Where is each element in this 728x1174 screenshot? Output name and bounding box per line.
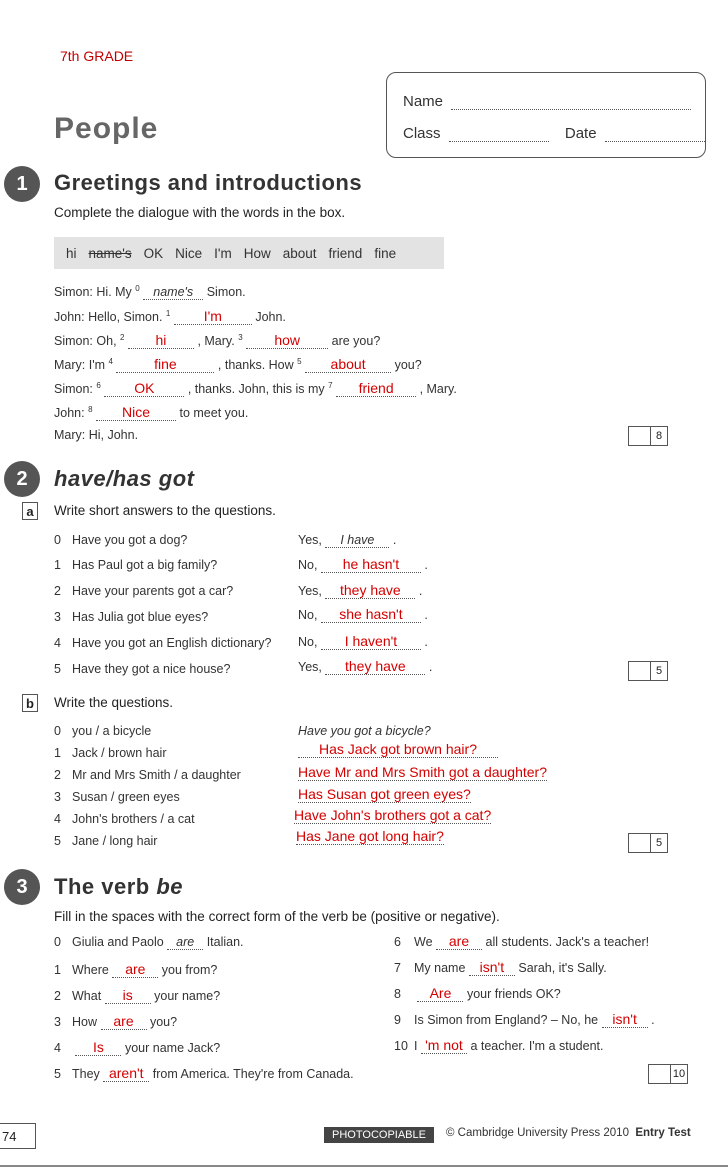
- prompt-row: 0 you / a bicycle: [54, 724, 152, 738]
- dialogue-line: Mary: Hi, John.: [54, 428, 139, 442]
- answer-blank[interactable]: they have: [325, 582, 415, 599]
- answer-line[interactable]: Have Mr and Mrs Smith got a daughter?: [298, 764, 548, 780]
- answer-blank[interactable]: name's: [143, 285, 203, 300]
- be-item: 3 How are you?: [54, 1013, 178, 1029]
- answer-blank[interactable]: isn't: [602, 1011, 648, 1028]
- score-box: 8: [628, 426, 668, 446]
- be-item: 6 We are all students. Jack's a teacher!: [394, 933, 650, 949]
- answer-blank[interactable]: I haven't: [321, 633, 421, 650]
- answer-blank[interactable]: he hasn't: [321, 556, 421, 573]
- answer-blank[interactable]: are: [101, 1013, 147, 1030]
- word-box: [54, 237, 444, 269]
- answer-row: No, I haven't .: [298, 633, 428, 649]
- prompt-row: 1 Jack / brown hair: [54, 746, 167, 760]
- section-number-badge: 2: [4, 461, 40, 497]
- word-chip: friend: [328, 245, 363, 261]
- word-chip: hi: [66, 245, 77, 261]
- prompt-row: 4 John's brothers / a cat: [54, 812, 195, 826]
- word-chip: OK: [143, 245, 164, 261]
- answer-blank[interactable]: friend: [336, 380, 416, 397]
- be-item: 7 My name isn't Sarah, it's Sally.: [394, 959, 607, 975]
- answer-blank[interactable]: isn't: [469, 959, 515, 976]
- be-item: 8 Are your friends OK?: [394, 985, 561, 1001]
- word-chip: about: [282, 245, 317, 261]
- be-item: 5 They aren't from America. They're from Canada.: [54, 1065, 354, 1081]
- footer-divider: [0, 1165, 728, 1167]
- page-number: 74: [0, 1123, 36, 1149]
- instruction: Write short answers to the questions.: [54, 503, 276, 518]
- grade-label: 7th GRADE: [60, 48, 134, 64]
- date-field[interactable]: [605, 140, 705, 142]
- prompt-row: 5 Jane / long hair: [54, 834, 158, 848]
- answer-line[interactable]: Has Susan got green eyes?: [298, 786, 471, 802]
- word-chip: fine: [374, 245, 397, 261]
- question-row: 1 Has Paul got a big family?: [54, 558, 218, 572]
- question-row: 3 Has Julia got blue eyes?: [54, 610, 209, 624]
- name-field[interactable]: [451, 108, 691, 110]
- answer-blank[interactable]: about: [305, 356, 391, 373]
- section-title: Greetings and introductions: [54, 170, 363, 195]
- answer-blank[interactable]: Are: [417, 985, 463, 1002]
- word-chip-used: name's: [88, 245, 132, 261]
- word-chip: I'm: [214, 245, 232, 261]
- prompt-row: 3 Susan / green eyes: [54, 790, 180, 804]
- answer-blank[interactable]: how: [246, 332, 328, 349]
- answer-blank[interactable]: I'm: [174, 308, 252, 325]
- instruction: Fill in the spaces with the correct form of the verb be (positive or negative).: [54, 909, 500, 924]
- part-letter: a: [22, 502, 38, 520]
- dialogue-line: Simon: Oh, $^2$ hi , Mary. $^3$ how are you?: [54, 332, 381, 348]
- question-row: 5 Have they got a nice house?: [54, 662, 231, 676]
- dialogue-line: Simon: Hi. My $^0$ name's Simon.: [54, 284, 246, 300]
- section-number-badge: 1: [4, 166, 40, 202]
- answer-example: Have you got a bicycle?: [298, 724, 431, 738]
- answer-row: Yes, I have .: [298, 533, 397, 547]
- answer-blank[interactable]: Nice: [96, 404, 176, 421]
- question-row: 4 Have you got an English dictionary?: [54, 636, 272, 650]
- be-item: 9 Is Simon from England? – No, he isn't .: [394, 1011, 655, 1027]
- answer-blank[interactable]: are: [112, 961, 158, 978]
- section-title: The verb be: [54, 874, 184, 899]
- prompt-row: 2 Mr and Mrs Smith / a daughter: [54, 768, 241, 782]
- answer-blank[interactable]: they have: [325, 658, 425, 675]
- answer-blank[interactable]: is: [105, 987, 151, 1004]
- dialogue-line: John: Hello, Simon. $^1$ I'm John.: [54, 308, 286, 324]
- dialogue-line: Simon: $^6$ OK , thanks. John, this is my $^7$ friend , Mary.: [54, 380, 457, 396]
- unit-title: People: [54, 112, 159, 145]
- answer-blank[interactable]: are: [167, 935, 203, 950]
- be-item: 2 What is your name?: [54, 987, 221, 1003]
- photocopiable-badge: PHOTOCOPIABLE: [324, 1127, 434, 1143]
- be-item: 0 Giulia and Paolo are Italian.: [54, 935, 244, 949]
- answer-line[interactable]: Has Jane got long hair?: [296, 828, 444, 844]
- section-number-badge: 3: [4, 869, 40, 905]
- question-row: 0 Have you got a dog?: [54, 533, 188, 547]
- answer-blank[interactable]: she hasn't: [321, 606, 421, 623]
- name-label: Name: [403, 93, 444, 110]
- class-label: Class: [403, 125, 441, 142]
- answer-line[interactable]: Have John's brothers got a cat?: [294, 807, 492, 823]
- score-box: 5: [628, 833, 668, 853]
- class-field[interactable]: [449, 140, 549, 142]
- answer-row: No, she hasn't .: [298, 606, 428, 622]
- part-letter: b: [22, 694, 38, 712]
- answer-row: Yes, they have .: [298, 658, 433, 674]
- be-item: 4 Is your name Jack?: [54, 1039, 221, 1055]
- instruction: Complete the dialogue with the words in the box.: [54, 205, 346, 220]
- be-item: 1 Where are you from?: [54, 961, 218, 977]
- copyright: © Cambridge University Press 2010 Entry Test: [446, 1127, 691, 1139]
- name-class-date-box: [386, 72, 706, 158]
- answer-line[interactable]: Has Jack got brown hair?: [298, 741, 498, 758]
- dialogue-line: John: $^8$ Nice to meet you.: [54, 404, 249, 420]
- be-item: 10 I 'm not a teacher. I'm a student.: [394, 1037, 604, 1053]
- answer-blank[interactable]: I have: [325, 533, 389, 548]
- answer-blank[interactable]: hi: [128, 332, 194, 349]
- dialogue-line: Mary: I'm $^4$ fine , thanks. How $^5$ about you?: [54, 356, 422, 372]
- score-box: 5: [628, 661, 668, 681]
- answer-row: Yes, they have .: [298, 582, 423, 598]
- date-label: Date: [564, 125, 597, 142]
- word-chip: How: [243, 245, 271, 261]
- answer-blank[interactable]: 'm not: [421, 1037, 467, 1054]
- answer-blank[interactable]: fine: [116, 356, 214, 373]
- answer-row: No, he hasn't .: [298, 556, 428, 572]
- answer-blank[interactable]: Is: [75, 1039, 121, 1056]
- score-box: 10: [648, 1064, 688, 1084]
- answer-blank[interactable]: are: [436, 933, 482, 950]
- question-row: 2 Have your parents got a car?: [54, 584, 234, 598]
- instruction: Write the questions.: [54, 695, 174, 710]
- answer-blank[interactable]: OK: [104, 380, 184, 397]
- section-title: have/has got: [54, 466, 195, 491]
- word-chip: Nice: [175, 245, 203, 261]
- answer-blank[interactable]: aren't: [103, 1065, 149, 1082]
